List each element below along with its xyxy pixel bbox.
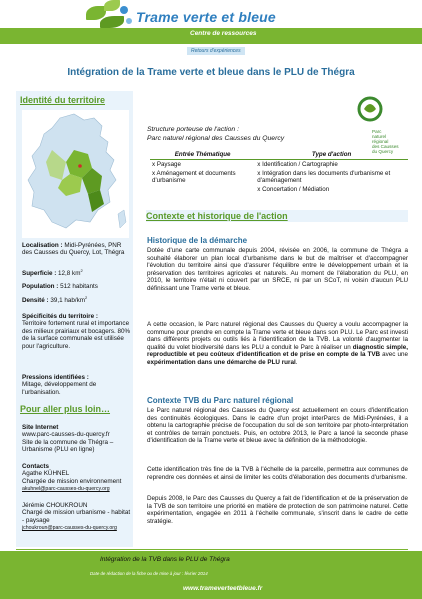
contact2-block (22, 502, 132, 533)
table-cell-text: Concertation / Médiation (262, 186, 330, 193)
table-cell-text: Aménagement et documents d'urbanisme (152, 170, 236, 184)
table-row (150, 160, 408, 170)
contact2-email-link[interactable]: jchoukroun@parc-causses-du-quercy.org (22, 525, 117, 532)
hist-p2-text: A cette occasion, le Parc naturel régional des Causses du Quercy a voulu accompagner la commune pour prendre en compte la Trame verte et bleue dans son PLU. Le Parc est investi dans différents projets ou outils liés à l'identification de la TVB. La volonté d'augmenter la qualité du volet biodiversité dans les PLU a conduit le Parc à réaliser un (147, 321, 408, 351)
footer-url-link[interactable]: www.trameverteetbleue.fr (183, 585, 263, 592)
population (22, 283, 132, 290)
footer-separator (16, 549, 408, 550)
footer-date: Date de rédaction de la fiche ou de mise à jour : février 2014 (90, 571, 208, 576)
densite-label: Densité : (22, 297, 49, 305)
specificites-value: Territoire fortement rural et importance des milieux prairiaux et bocagers. 80% de la surface communale est utilisée pour l'agriculture. (22, 320, 131, 350)
contact1-email-link[interactable]: akuhnel@parc-causses-du-quercy.org (22, 486, 110, 493)
structure-label: Structure porteuse de l'action : (147, 126, 239, 133)
logo-line: du Quercy (372, 149, 394, 154)
hist-paragraph-1: Dotée d'une carte communale depuis 2004, révisée en 2006, la commune de Thégra a souhaité élaborer un plan local d'urbanisme dans le but de maîtriser et d'accompagner l'évolution du territoire ainsi que d'assurer l'équilibre entre le développement urbain et la préservation des territoires agricoles et naturels. Au moment de l'élaboration du PLU, en 2010, le territoire n'était ni couvert par un SRCE, ni par un SCoT, ni voisin d'aucun PLU définissant une Trame verte et bleue. (147, 247, 408, 292)
densite-value: 39,1 hab/km (50, 297, 85, 305)
table-cell: x Paysage (152, 161, 181, 168)
contacts-label: Contacts (22, 463, 49, 470)
localisation (22, 242, 132, 257)
identity-heading: Identité du territoire (20, 95, 106, 105)
superficie-value: 12,8 km (58, 270, 81, 278)
densite (22, 294, 132, 305)
brand-tag: Retours d'expériences (187, 47, 245, 55)
hist-p2-text: avec une (380, 351, 408, 359)
specificites-label: Spécificités du territoire : (22, 313, 98, 320)
table-cell: x Identification / Cartographie (257, 161, 338, 168)
table-cell: x Aménagement et documents d'urbanisme (152, 170, 236, 184)
pressions (22, 374, 132, 396)
more-heading: Pour aller plus loin… (20, 404, 111, 414)
densite-exp: 2 (85, 295, 88, 300)
header (0, 0, 422, 62)
ctx-paragraph-3: Depuis 2008, le Parc des Causses du Quercy a fait de l'identification et de la préservation de la TVB de son territoire une priorité en matière de protection de son patrimoine naturel. Cette expérimentation, engagée en 2011 à l'échelle communale, s'inscrit dans le cadre de cette stratégie. (147, 495, 408, 525)
site-desc-link[interactable]: Site de la commune de Thégra – Urbanisme (PLU en ligne) (22, 438, 114, 454)
localisation-label: Localisation : (22, 242, 63, 249)
site-url-link[interactable]: www.parc-causses-du-quercy.fr (22, 431, 110, 439)
contact1-role: Chargée de mission environnement (22, 477, 122, 485)
ctx-paragraph-2: Cette identification très fine de la TVB à l'échelle de la parcelle, permettra aux communes de reprendre ces données et ainsi de limiter les coûts d'élaboration des documents d'urbanisme. (147, 466, 408, 481)
hist-p2-bold: expérimentation dans une démarche de PLU rural (147, 358, 296, 366)
structure-name: Parc naturel régional des Causses du Quercy (147, 135, 285, 142)
population-label: Population : (22, 283, 59, 290)
ctx-paragraph-1: Le Parc naturel régional des Causses du Quercy est actuellement en cours d'identification des continuités écologiques. Dans le cadre d'un projet interParcs de Midi-Pyrénées, il a obtenu la cartographie précise de l'occupation du sol de son territoire par photo-interprétation et contrôles de terrain ponctuels. Puis, en octobre 2013, le Parc a lancé la seconde phase d'identification de la Trame verte et bleue avec la définition de la méthodologie. (147, 407, 408, 445)
contact1-name: Agathe KÜHNEL (22, 470, 70, 478)
table-header-row (150, 150, 408, 160)
table-cell-text: Paysage (156, 161, 181, 168)
table-cell-text: Identification / Cartographie (262, 161, 338, 168)
superficie-exp: 2 (80, 268, 83, 273)
water-drop-icon (120, 6, 128, 14)
water-drop-icon (126, 18, 132, 24)
hist-title: Historique de la démarche (147, 236, 248, 245)
hist-paragraph-2 (147, 321, 408, 366)
table-cell: x Concertation / Médiation (257, 186, 330, 193)
contact2-name: Jérémie CHOUKROUN (22, 502, 88, 509)
logo-line: naturel (372, 134, 387, 139)
brand-title: Trame verte et bleue (136, 9, 276, 25)
contacts-block (22, 463, 132, 494)
pressions-label: Pressions identifiées : (22, 374, 89, 381)
brand-subtitle: Centre de ressources (190, 30, 257, 37)
table-row (150, 169, 408, 185)
logo-line: des Causses (372, 144, 399, 149)
table-cell: x Intégration dans les documents d'urbanisme et d'aménagement (257, 170, 391, 184)
site-block (22, 424, 132, 454)
table-col-header: Type d'action (255, 150, 408, 160)
table-row (150, 185, 408, 194)
hist-p2-bold: diagnostic simple, reproductible et peu coûteux d'identification et de prise en compte de la TVB (147, 343, 409, 359)
location-map (22, 110, 129, 238)
superficie-label: Superficie : (22, 270, 57, 278)
table-col-header: Entrée Thématique (150, 150, 255, 160)
ctx-title: Contexte TVB du Parc naturel régional (147, 396, 294, 405)
action-table (150, 150, 408, 194)
logo-line: régional (372, 139, 389, 144)
table-cell-text: Intégration dans les documents d'urbanisme et d'aménagement (257, 170, 391, 184)
logo-line: Parc (372, 129, 382, 134)
site-label: Site Internet (22, 424, 59, 431)
specificites (22, 313, 132, 350)
superficie (22, 267, 132, 278)
contact2-role: Chargé de mission urbanisme - habitat - paysage (22, 509, 131, 524)
table-cell (150, 185, 255, 194)
page-title: Intégration de la Trame verte et bleue dans le PLU de Thégra (67, 67, 355, 78)
hist-p2-text: . (295, 358, 298, 366)
context-heading: Contexte et historique de l'action (146, 211, 288, 221)
pnr-logo-mark (350, 94, 402, 124)
localisation-value: Midi-Pyrénées, PNR des Causses du Quercy, Lot, Thégra (22, 242, 125, 257)
pnr-logo (350, 94, 402, 156)
footer-title: Intégration de la TVB dans le PLU de Thégra (100, 556, 230, 563)
pressions-value: Mitage, développement de l'urbanisation. (22, 381, 97, 396)
population-value: 512 habitants (60, 283, 98, 290)
